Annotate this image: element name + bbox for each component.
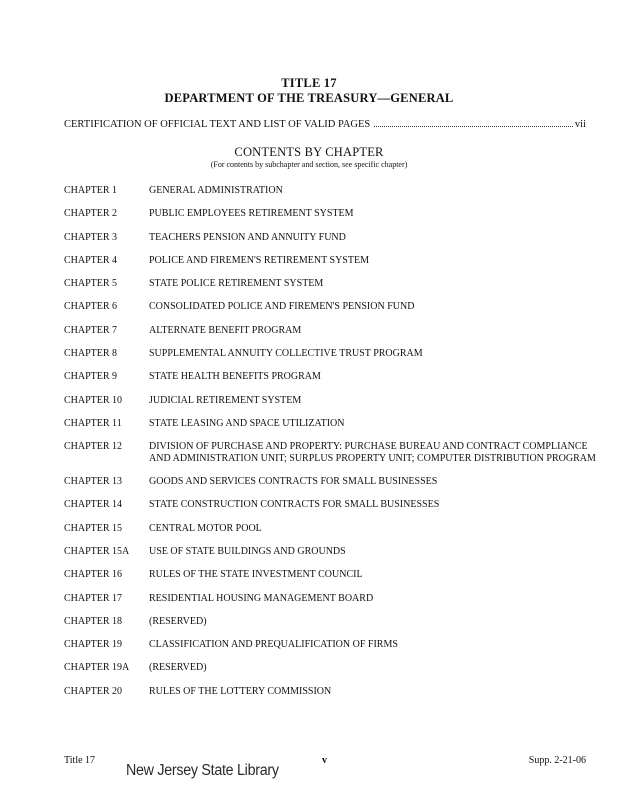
chapter-number: CHAPTER 7 bbox=[64, 324, 118, 336]
chapter-row bbox=[64, 546, 604, 558]
chapter-row bbox=[64, 569, 604, 581]
chapter-row bbox=[64, 523, 604, 535]
contents-note: (For contents by subchapter and section, see specific chapter) bbox=[210, 160, 408, 169]
chapter-number: CHAPTER 20 bbox=[64, 685, 123, 697]
contents-heading: CONTENTS BY CHAPTER bbox=[234, 145, 384, 159]
page-header bbox=[0, 76, 618, 106]
chapter-title: CLASSIFICATION AND PREQUALIFICATION OF FIRMS bbox=[149, 639, 398, 651]
chapter-title: POLICE AND FIREMEN'S RETIREMENT SYSTEM bbox=[149, 254, 369, 266]
chapter-number: CHAPTER 15A bbox=[64, 545, 130, 557]
certification-page: vii bbox=[574, 119, 586, 130]
chapter-number: CHAPTER 11 bbox=[64, 417, 122, 429]
chapter-number: CHAPTER 15 bbox=[64, 522, 123, 534]
chapter-title: ALTERNATE BENEFIT PROGRAM bbox=[149, 324, 302, 336]
page-subtitle: DEPARTMENT OF THE TREASURY—GENERAL bbox=[164, 91, 454, 105]
chapter-number: CHAPTER 14 bbox=[64, 499, 123, 511]
chapter-number: CHAPTER 8 bbox=[64, 348, 118, 360]
chapter-number: CHAPTER 17 bbox=[64, 592, 123, 604]
chapter-number: CHAPTER 6 bbox=[64, 301, 118, 313]
chapter-row bbox=[64, 593, 604, 605]
chapter-title: STATE CONSTRUCTION CONTRACTS FOR SMALL BUSINESSES bbox=[149, 499, 440, 511]
chapter-row bbox=[64, 686, 604, 698]
chapter-title: DIVISION OF PURCHASE AND PROPERTY: PURCHASE BUREAU AND CONTRACT COMPLIANCE AND ADMINISTRATION UNIT; SURPLUS PROPERTY UNIT; COMPUTER DISTRIBUTION PROGRAM bbox=[149, 441, 596, 464]
chapter-number: CHAPTER 2 bbox=[64, 208, 118, 220]
chapter-title: STATE POLICE RETIREMENT SYSTEM bbox=[149, 278, 324, 290]
chapter-row bbox=[64, 662, 604, 674]
chapter-title: RESIDENTIAL HOUSING MANAGEMENT BOARD bbox=[149, 592, 374, 604]
chapter-row bbox=[64, 616, 604, 628]
chapter-title: CENTRAL MOTOR POOL bbox=[149, 522, 262, 534]
chapter-row bbox=[64, 348, 604, 360]
chapter-row bbox=[64, 301, 604, 313]
chapter-row bbox=[64, 499, 604, 511]
chapter-row bbox=[64, 185, 604, 197]
chapter-number: CHAPTER 18 bbox=[64, 615, 123, 627]
chapter-number: CHAPTER 19A bbox=[64, 662, 130, 674]
chapter-title: CONSOLIDATED POLICE AND FIREMEN'S PENSION FUND bbox=[149, 301, 415, 313]
chapter-title: STATE HEALTH BENEFITS PROGRAM bbox=[149, 371, 321, 383]
chapter-number: CHAPTER 5 bbox=[64, 278, 118, 290]
chapter-number: CHAPTER 3 bbox=[64, 231, 118, 243]
chapter-title: (RESERVED) bbox=[149, 662, 207, 674]
chapter-number: CHAPTER 9 bbox=[64, 371, 118, 383]
chapter-title: RULES OF THE STATE INVESTMENT COUNCIL bbox=[149, 569, 363, 581]
chapter-row bbox=[64, 371, 604, 383]
chapter-title: STATE LEASING AND SPACE UTILIZATION bbox=[149, 417, 345, 429]
footer-supplement-date: Supp. 2-21-06 bbox=[528, 755, 586, 766]
chapter-number: CHAPTER 13 bbox=[64, 476, 123, 488]
chapter-number: CHAPTER 19 bbox=[64, 639, 123, 651]
chapter-title: JUDICIAL RETIREMENT SYSTEM bbox=[149, 394, 302, 406]
certification-label: CERTIFICATION OF OFFICIAL TEXT AND LIST OF VALID PAGES bbox=[64, 119, 371, 130]
chapter-title: GOODS AND SERVICES CONTRACTS FOR SMALL BUSINESSES bbox=[149, 476, 438, 488]
chapter-title: GENERAL ADMINISTRATION bbox=[149, 185, 283, 196]
dot-leader bbox=[374, 125, 573, 127]
chapter-number: CHAPTER 4 bbox=[64, 254, 118, 266]
chapter-list bbox=[64, 185, 604, 709]
library-stamp: New Jersey State Library bbox=[126, 762, 279, 779]
footer-page-number: v bbox=[322, 755, 327, 766]
chapter-row bbox=[64, 395, 604, 407]
chapter-title: (RESERVED) bbox=[149, 615, 207, 627]
chapter-number: CHAPTER 12 bbox=[64, 441, 123, 453]
chapter-title: TEACHERS PENSION AND ANNUITY FUND bbox=[149, 231, 346, 243]
chapter-row bbox=[64, 476, 604, 488]
chapter-row bbox=[64, 441, 604, 464]
chapter-title: RULES OF THE LOTTERY COMMISSION bbox=[149, 685, 332, 697]
chapter-row bbox=[64, 232, 604, 244]
chapter-number: CHAPTER 16 bbox=[64, 569, 123, 581]
page-title: TITLE 17 bbox=[281, 76, 337, 90]
chapter-number: CHAPTER 1 bbox=[64, 185, 118, 196]
chapter-row bbox=[64, 208, 604, 220]
chapter-row bbox=[64, 255, 604, 267]
chapter-title: SUPPLEMENTAL ANNUITY COLLECTIVE TRUST PROGRAM bbox=[149, 348, 423, 360]
chapter-number: CHAPTER 10 bbox=[64, 394, 123, 406]
chapter-row bbox=[64, 278, 604, 290]
chapter-title: PUBLIC EMPLOYEES RETIREMENT SYSTEM bbox=[149, 208, 354, 220]
chapter-title: USE OF STATE BUILDINGS AND GROUNDS bbox=[149, 545, 346, 557]
certification-entry bbox=[64, 119, 586, 130]
chapter-row bbox=[64, 418, 604, 430]
footer-title: Title 17 bbox=[64, 755, 96, 766]
chapter-row bbox=[64, 325, 604, 337]
chapter-row bbox=[64, 639, 604, 651]
